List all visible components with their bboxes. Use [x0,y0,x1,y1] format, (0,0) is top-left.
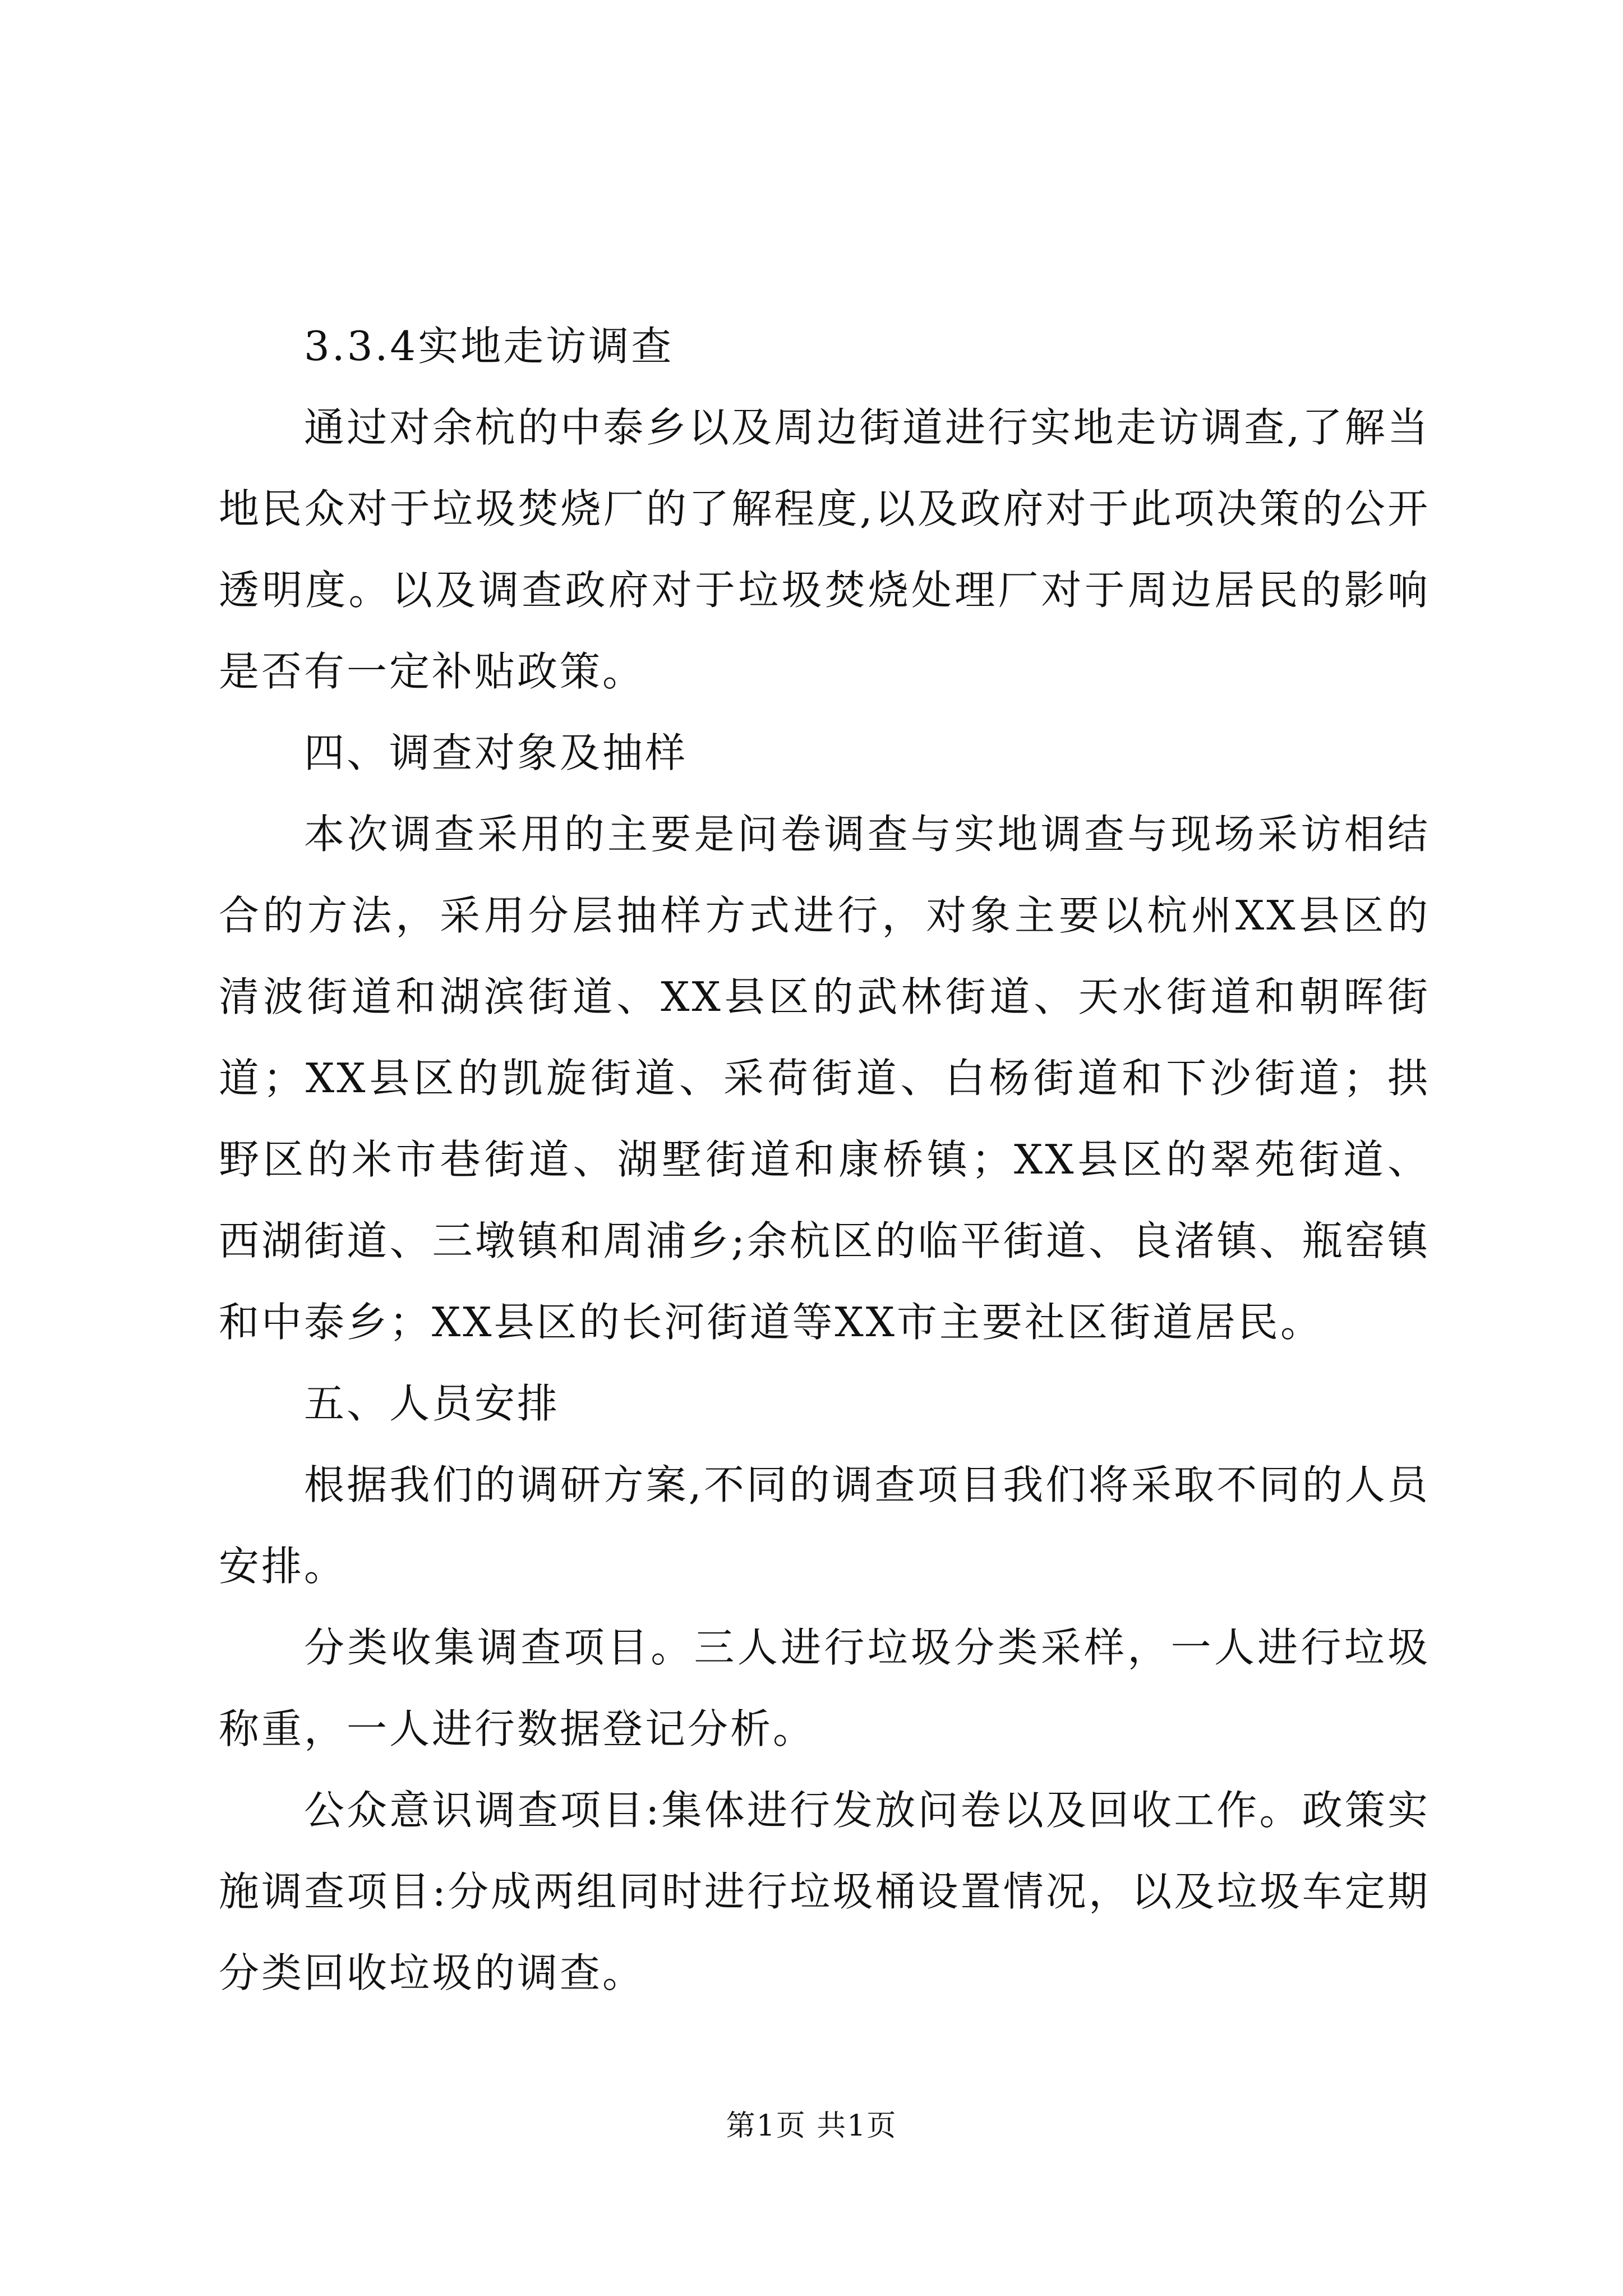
paragraph-staffing-awareness: 公众意识调查项目:集体进行发放问卷以及回收工作。政策实施调查项目:分成两组同时进行垃圾桶设置情况，以及垃圾车定期分类回收垃圾的调查。 [219,1787,1430,1996]
section-heading-field-visit: 3.3.4实地走访调查 [304,323,674,370]
document-body [219,306,1430,2014]
paragraph-staffing-classification: 分类收集调查项目。三人进行垃圾分类采样，一人进行垃圾称重，一人进行数据登记分析。 [219,1624,1430,1752]
section-heading-survey-sampling: 四、调查对象及抽样 [304,729,688,776]
paragraph-survey-sampling: 本次调查采用的主要是问卷调查与实地调查与现场采访相结合的方法，采用分层抽样方式进行，对象主要以杭州XX县区的清波街道和湖滨街道、XX县区的武林街道、天水街道和朝晖街道；XX县区的凯旋街道、采荷街道、白杨街道和下沙街道；拱野区的米市巷街道、湖墅街道和康桥镇；XX县区的翠苑街道、西湖街道、三墩镇和周浦乡;余杭区的临平街道、良渚镇、瓶窑镇和中泰乡；XX县区的长河街道等XX市主要社区街道居民。 [219,811,1430,1346]
paragraph-staffing-intro: 根据我们的调研方案,不同的调查项目我们将采取不同的人员安排。 [219,1461,1430,1590]
page-footer: 第1页 共1页 [726,2109,897,2143]
paragraph-field-visit: 通过对余杭的中泰乡以及周边街道进行实地走访调查,了解当地民众对于垃圾焚烧厂的了解程度,以及政府对于此项决策的公开透明度。以及调查政府对于垃圾焚烧处理厂对于周边居民的影响是否有一定补贴政策。 [219,404,1430,695]
section-heading-staffing: 五、人员安排 [304,1380,560,1427]
